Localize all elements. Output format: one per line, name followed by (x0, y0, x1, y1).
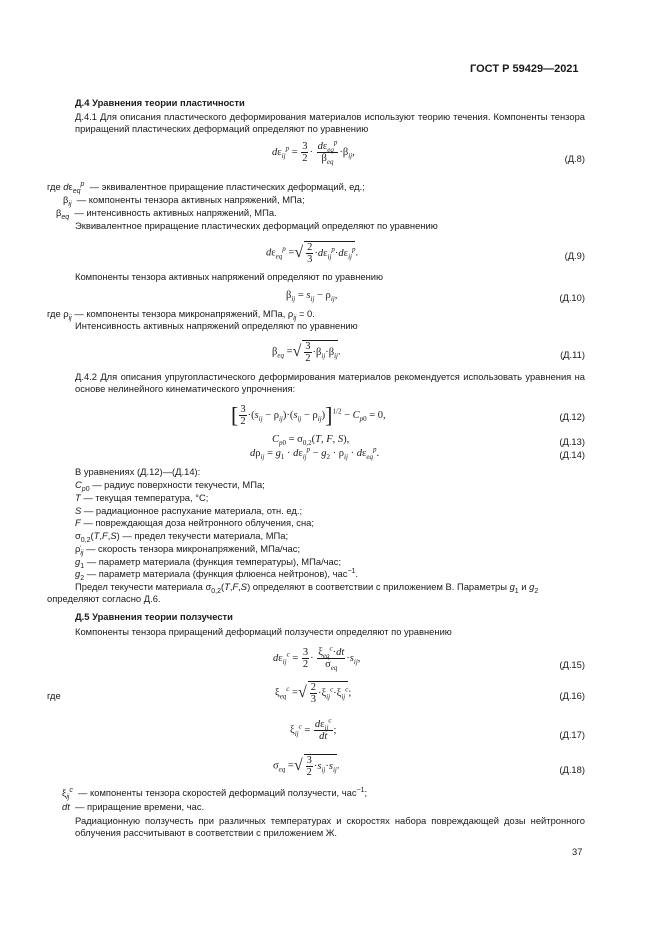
definition-cp0: $C_{p0}$ — радиус поверхности текучести, МПа; (75, 479, 265, 493)
paragraph-d4-2: Д.4.2 Для описания упругопластического деформирования материалов рекомендуется использовать уравнения на основе нелинейного кинематического упрочнения: (75, 371, 585, 394)
definition-drho: $\rhȯ_{ij}$ — скорость тензора микронапряжений, МПа/час; (75, 543, 301, 557)
paragraph-d5-1: Компоненты тензора приращений деформаций ползучести определяют по уравнению (75, 626, 452, 637)
equation-number-d14: (Д.14) (559, 449, 585, 460)
paragraph-yield-strength: Предел текучести материала $\sigma_{0,2}(T,F,S)$ определяют в соответствии с приложением В. Параметры $g_1$ и $g_2$ (75, 581, 539, 595)
equation-number-d15: (Д.15) (559, 659, 585, 670)
definition-g2: $g_2$ — параметр материала (функция флюенса нейтронов), час$^{-1}$. (75, 567, 359, 582)
equation-number-d16: (Д.16) (559, 690, 585, 701)
equation-number-d8: (Д.8) (564, 153, 585, 164)
where-label-d16: где (47, 690, 61, 701)
equation-number-d18: (Д.18) (559, 764, 585, 775)
definition-beta-eq: $\beta_{eq}$ — интенсивность активных напряжений, МПа. (56, 207, 277, 221)
definition-s: S — радиационное распухание материала, отн. ед.; (75, 505, 303, 516)
definition-sigma02: $\sigma_{0,2}(T,F,S)$ — предел текучести материала, МПа; (75, 530, 289, 544)
equation-number-d12: (Д.12) (559, 411, 585, 422)
equation-d12: [ $\frac{3}{2}$ $\cdot(s_{ij} - \rho_{ij})\cdot(s_{ij} - \rho_{ij})]^{1/2} - C_{p0} = 0$, (231, 402, 386, 428)
equation-d8: $d\varepsilon_{ij}^p$ = $\frac{3}{2}$ · $\frac{d\varepsilon_{eq}^p}{\beta_{eq}}$ $\cdot\beta_{ij}$, (272, 138, 355, 167)
page-number: 37 (572, 846, 583, 857)
equation-number-d13: (Д.13) (559, 436, 585, 447)
equation-d9: $d\varepsilon_{eq}^p$ =√ $\frac{2}{3}$ $\cdot d\varepsilon_{ij}^p\cdot d\varepsilon_{ij}^p$. (266, 242, 359, 265)
definition-xi-ij: $\xi_{ij}^c$ — компоненты тензора скоростей деформаций ползучести, час$^{-1}$; (62, 786, 368, 801)
equation-d11: $\beta_{eq}$ =√ $\frac{3}{2}$ $\cdot\beta_{ij}\cdot\beta_{ij}$. (272, 341, 341, 364)
paragraph-d4-1: Д.4.1 Для описания пластического деформирования материалов используют теорию течения. Компоненты тензора приращений пластических деформаций определяют по уравнению (75, 111, 585, 134)
equation-number-d17: (Д.17) (559, 729, 585, 740)
section-title-d5: Д.5 Уравнения теории ползучести (75, 611, 233, 622)
equation-d14: $d\rho_{ij} = g_1 \cdot d\varepsilon_{ij}^p - g_2 \cdot \rho_{ij} \cdot d\varepsilon_{eq}^p$. (250, 445, 380, 462)
paragraph-d4-eq11-intro: Интенсивность активных напряжений определяют по уравнению (75, 320, 358, 331)
equation-number-d11: (Д.11) (560, 349, 585, 360)
definition-f: F — повреждающая доза нейтронного облучения, сна; (75, 517, 314, 528)
definition-rho-ij: где $\rho_{ij}$ — компоненты тензора микронапряжений, МПа, $\rho_{ij} = 0$. (47, 308, 315, 322)
equation-number-d10: (Д.10) (559, 292, 585, 303)
definition-t: T — текущая температура, °С; (75, 492, 209, 503)
paragraph-d5-2: Радиационную ползучесть при различных температурах и скоростях набора повреждающей дозы нейтронного облучения рассчитывают в соответствии с приложением Ж. (75, 815, 585, 838)
paragraph-d4-eq10-intro: Компоненты тензора активных напряжений определяют по уравнению (75, 271, 384, 282)
definition-g1: $g_1$ — параметр материала (функция температуры), МПа/час; (75, 556, 342, 570)
section-title-d4: Д.4 Уравнения теории пластичности (75, 97, 245, 108)
equation-d17: $\xi_{ij}^c$ = $\frac{d\varepsilon_{ij}^c}{dt}$ ; (290, 716, 337, 742)
equation-d18: $\sigma_{eq}$ =√ $\frac{3}{2}$ $\cdot s_{ij}\cdot s_{ij}$. (273, 755, 340, 778)
equation-d15: $d\varepsilon_{ij}^c$ = $\frac{3}{2}$ · $\frac{\xi_{eq}^c\cdot dt}{\sigma_{eq}}$ $\cdot s_{ij}$, (273, 644, 361, 673)
definition-dt: dt — приращение времени, час. (62, 801, 205, 812)
paragraph-d4-eq9-intro: Эквивалентное приращение пластических деформаций определяют по уравнению (75, 220, 438, 231)
document-code: ГОСТ Р 59429—2021 (470, 63, 579, 75)
equation-d16: $\xi_{eq}^c$ =√ $\frac{2}{3}$ $\cdot\xi_{ij}^c\cdot\xi_{ij}^c$; (275, 682, 352, 705)
in-equations-label: В уравнениях (Д.12)—(Д.14): (75, 466, 201, 477)
equation-number-d9: (Д.9) (564, 250, 585, 261)
equation-d13: $C_{p0} = \sigma_{0,2}(T$, F, S), (272, 434, 350, 448)
paragraph-yield-strength-cont: определяют согласно Д.6. (47, 593, 161, 604)
definition-beta-ij: $\beta_{ij}$ — компоненты тензора активных напряжений, МПа; (63, 194, 305, 208)
equation-d10: $\beta_{ij} = s_{ij} - \rho_{ij}$, (286, 290, 338, 304)
definition-deq: где $d\varepsilon_{eq}^p$ — эквивалентное приращение пластических деформаций, ед.; (47, 180, 365, 195)
